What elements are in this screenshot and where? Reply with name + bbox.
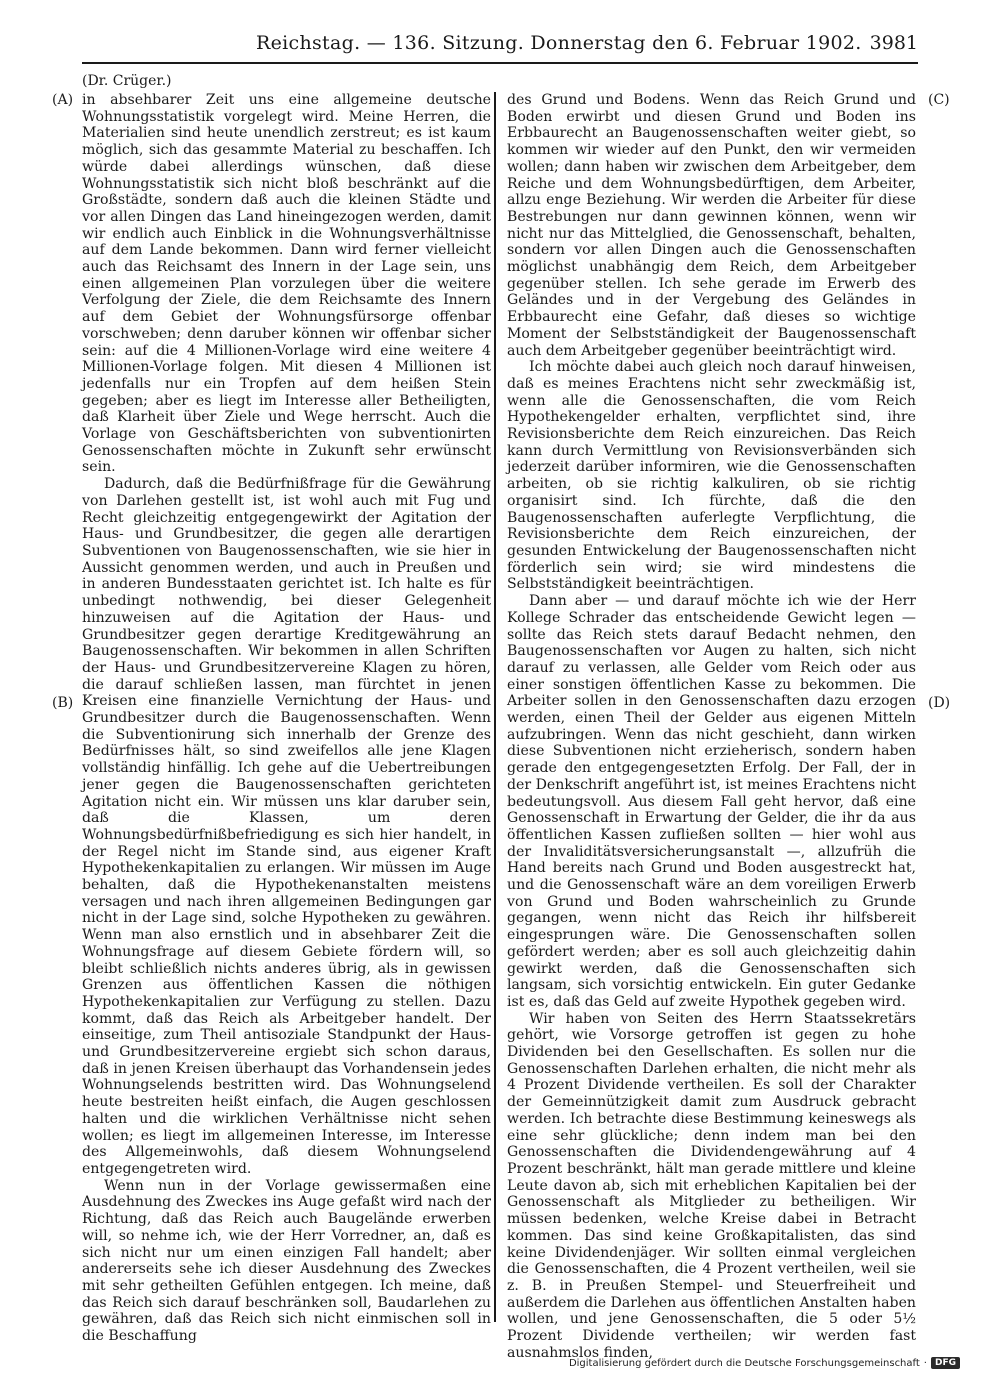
paragraph: des Grund und Bodens. Wenn das Reich Grund und Boden erwirbt und diesen Grund und Boden ins Erbbaurecht an Baugenossenschaften weiter giebt, so kommen wir wieder auf den Punkt, den wir vermeiden wollen; dann haben wir zwischen dem Arbeitgeber, dem Reiche und dem Wohnungsbedürftigen, dem Arbeiter, allzu enge Beziehung. Wir werden die Arbeiter für diese Bestrebungen nur dann gewinnen können, wenn wir nicht nur das Mittelglied, die Genossenschaft, behalten, sondern vor allen Dingen auch die Genossenschaften möglichst unabhängig dem Reich, dem Arbeitgeber gegenüber stellen. Ich sehe gerade im Erwerb des Geländes und in der Vergebung des Geländes in Erbbaurecht eine Gefahr, daß dieses so wichtige Moment der Selbstständigkeit der Baugenossenschaft auch dem Arbeitgeber gegenüber beeinträchtigt wird. (507, 92, 916, 359)
paragraph: Dann aber — und darauf möchte ich wie der Herr Kollege Schrader das entscheidende Gewicht legen — sollte das Reich stets darauf Bedacht nehmen, den Baugenossenschaften vor Augen zu halten, sich nicht darauf zu verlassen, alle Gelder vom Reich oder aus einer sonstigen öffentlichen Kasse zu bekommen. Die Arbeiter sollen in den Genossenschaften dazu erzogen werden, einen Theil der Gelder aus eigenen Mitteln aufzubringen. Wenn das nicht geschieht, dann wirken diese Subventionen nicht erzieherisch, sondern haben gerade den entgegengesetzten Erfolg. Der Fall, der in der Denkschrift angeführt ist, ist meines Erachtens nicht bedeutungsvoll. Aus diesem Fall geht hervor, daß eine Genossenschaft in Erwartung der Gelder, die ihr da aus öffentlichen Kassen zufließen sollten — hier wohl aus der Invaliditätsversicherungsanstalt —, allzufrüh die Hand bereits nach Grund und Boden ausgestreckt hat, und die Genossenschaft wäre an dem voreiligen Erwerb von Grund und Boden wahrscheinlich zu Grunde gegangen, wenn nicht das Reich ihr hilfsbereit eingesprungen wäre. Die Genossenschaften sollen gefördert werden; aber es soll auch gleichzeitig dahin gewirkt werden, daß die Genossenschaften sich langsam, sich vorsichtig entwickeln. Ein guter Gedanke ist es, daß das Geld auf zweite Hypothek gegeben wird. (507, 593, 916, 1010)
speaker-name: (Dr. Crüger.) (82, 73, 172, 89)
margin-mark-c: (C) (928, 92, 950, 108)
dfg-logo: DFG (931, 1357, 960, 1369)
paragraph: in absehbarer Zeit uns eine allgemeine deutsche Wohnungsstatistik vorgelegt wird. Meine Herren, die Materialien sind heute unendlich zerstreut; es ist kaum möglich, sich das gesammte Material zu beschaffen. Ich würde dabei allerdings wünschen, daß diese Wohnungsstatistik sich nicht bloß beschränkt auf die Großstädte, sondern daß auch die kleinen Städte und vor allen Dingen das Land hineingezogen werden, damit wir endlich auch Einblick in die Wohnungsverhältnisse auf dem Lande bekommen. Dann wird ferner vielleicht auch das Reichsamt des Innern in der Lage sein, uns einen allgemeinen Plan vorzulegen über die weitere Verfolgung der Ziele, die dem Reichsamte des Innern auf dem Gebiet der Wohnungsfürsorge offenbar vorschweben; denn daruber können wir offenbar sicher sein: auf die 4 Millionen-Vorlage wird eine weitere 4 Millionen-Vorlage folgen. Mit diesen 4 Millionen ist jedenfalls nur ein Tropfen auf dem heißen Stein gegeben; aber es liegt im Interesse aller Betheiligten, daß Klarheit über Ziele und Wege herrscht. Auch die Vorlage von Geschäftsberichten von subventionirten Genossenschaften möchte in Zukunft sehr erwünscht sein. (82, 92, 491, 476)
page-number: 3981 (869, 32, 918, 54)
digitization-credit: Digitalisierung gefördert durch die Deutsche Forschungsgemeinschaft · DFG (569, 1357, 960, 1369)
paragraph: Wir haben von Seiten des Herrn Staatssekretärs gehört, wie Vorsorge getroffen ist gegen zu hohe Dividenden bei den Gesellschaften. Es sollen nur die Genossenschaften Darlehen erhalten, die nicht mehr als 4 Prozent Dividende vertheilen. Es soll der Charakter der Gemeinnützigkeit damit zum Ausdruck gebracht werden. Ich betrachte diese Bestimmung keineswegs als eine sehr glückliche; denn indem man bei den Genossenschaften die Dividendengewährung auf 4 Prozent beschränkt, hält man gerade mittlere und kleine Leute davon ab, sich mit erheblichen Kapitalien bei der Genossenschaft als Mitglieder zu betheiligen. Wir müssen bedenken, welche Kreise dabei in Betracht kommen. Das sind keine Großkapitalisten, das sind keine Dividendenjäger. Wir sollten einmal vergleichen die Genossenschaften, die 4 Prozent vertheilen, weil sie z. B. in Preußen Stempel- und Steuerfreiheit und außerdem die Darlehen aus öffentlichen Anstalten haben wollen, und jene Genossenschaften, die 5 oder 5½ Prozent Dividende vertheilen; wir werden fast ausnahmslos finden, (507, 1010, 916, 1361)
right-column (507, 92, 916, 1361)
paragraph: Dadurch, daß die Bedürfnißfrage für die Gewährung von Darlehen gestellt ist, ist wohl auch mit Fug und Recht gleichzeitig entgegengewirkt der Agitation der Haus- und Grundbesitzer, die gegen alle derartigen Subventionen von Baugenossenschaften, wie sie hier in Aussicht genommen werden, und auch in Preußen und in anderen Bundesstaaten gerichtet ist. Ich halte es für unbedingt nothwendig, bei dieser Gelegenheit hinzuweisen auf die Agitation der Haus- und Grundbesitzer gegen derartige Kreditgewährung an Baugenossenschaften. Wir bekommen in allen Schriften der Haus- und Grundbesitzervereine Klagen zu hören, die darauf schließen lassen, man fürchtet in jenen Kreisen eine finanzielle Vernichtung der Haus- und Grundbesitzer durch die Baugenossenschaften. Wenn die Subventionirung sich innerhalb der Grenze des Bedürfnisses hält, so sind zweifellos alle jene Klagen vollständig hinfällig. Ich gehe auf die Uebertreibungen jener gegen die Baugenossenschaften gerichteten Agitation nicht ein. Wir müssen uns klar daruber sein, daß die Klassen, um deren Wohnungsbedürfnißbefriedigung es sich hier handelt, in der Regel nicht im Stande sind, aus eigener Kraft Hypothekenkapitalien zu erlangen. Wir müssen im Auge behalten, daß die Hypothekenanstalten meistens versagen und nach ihren allgemeinen Bedingungen gar nicht in der Lage sind, solche Hypotheken zu gewähren. Wenn man also ernstlich und in absehbarer Zeit die Wohnungsfrage auf diesem Gebiete fördern will, so bleibt schließlich nichts anderes übrig, als in gewissen Grenzen aus öffentlichen Kassen die nöthigen Hypothekenkapitalien zur Verfügung zu stellen. Dazu kommt, daß das Reich als Arbeitgeber handelt. Der einseitige, zum Theil antisoziale Standpunkt der Haus- und Grundbesitzervereine ergiebt sich schon daraus, daß in jenen Kreisen überhaupt das Vorhandensein jedes Wohnungselends bestritten wird. Das Wohnungselend heute bestreiten heißt einfach, die Augen geschlossen halten und die wirklichen Verhältnisse nicht sehen wollen; es liegt im allgemeinen Interesse, im Interesse des Allgemeinwohls, daß diesem Wohnungselend entgegengetreten wird. (82, 476, 491, 1177)
paragraph: Wenn nun in der Vorlage gewissermaßen eine Ausdehnung des Zweckes ins Auge gefaßt wird nach der Richtung, daß das Reich auch Baugelände erwerben will, so nehme ich, wie der Herr Vorredner, an, daß es sich nicht nur um einen einzigen Fall handelt; aber andererseits sehe ich dieser Ausdehnung des Zweckes mit sehr getheilten Gefühlen entgegen. Ich meine, daß das Reich sich darauf beschränken soll, Baudarlehen zu gewähren, daß das Reich sich nicht einmischen soll in die Beschaffung (82, 1177, 491, 1345)
paragraph: Ich möchte dabei auch gleich noch darauf hinweisen, daß es meines Erachtens nicht sehr zweckmäßig ist, wenn alle die Genossenschaften, die vom Reich Hypothekengelder erhalten, verpflichtet sind, ihre Revisionsberichte dem Reich einzureichen. Das Reich kann durch Vermittlung von Revisionsverbänden sich jederzeit darüber informiren, wie die Genossenschaften arbeiten, ob sie richtig kalkuliren, ob sie richtig organisirt sind. Ich fürchte, daß die den Baugenossenschaften auferlegte Verpflichtung, die Revisionsberichte dem Reich einzureichen, der gesunden Entwickelung der Baugenossenschaften nicht förderlich sein wird; sie wird mindestens die Selbstständigkeit beeinträchtigen. (507, 359, 916, 593)
credit-text: Digitalisierung gefördert durch die Deutsche Forschungsgemeinschaft (568, 1357, 920, 1369)
column-divider (494, 92, 496, 1322)
header-rule (82, 62, 918, 64)
margin-mark-a: (A) (52, 92, 74, 108)
page-header (0, 32, 1000, 60)
margin-mark-b: (B) (52, 695, 74, 711)
running-title: Reichstag. — 136. Sitzung. Donnerstag den 6. Februar 1902. (256, 32, 862, 54)
margin-mark-d: (D) (928, 695, 951, 711)
left-column (82, 92, 491, 1345)
